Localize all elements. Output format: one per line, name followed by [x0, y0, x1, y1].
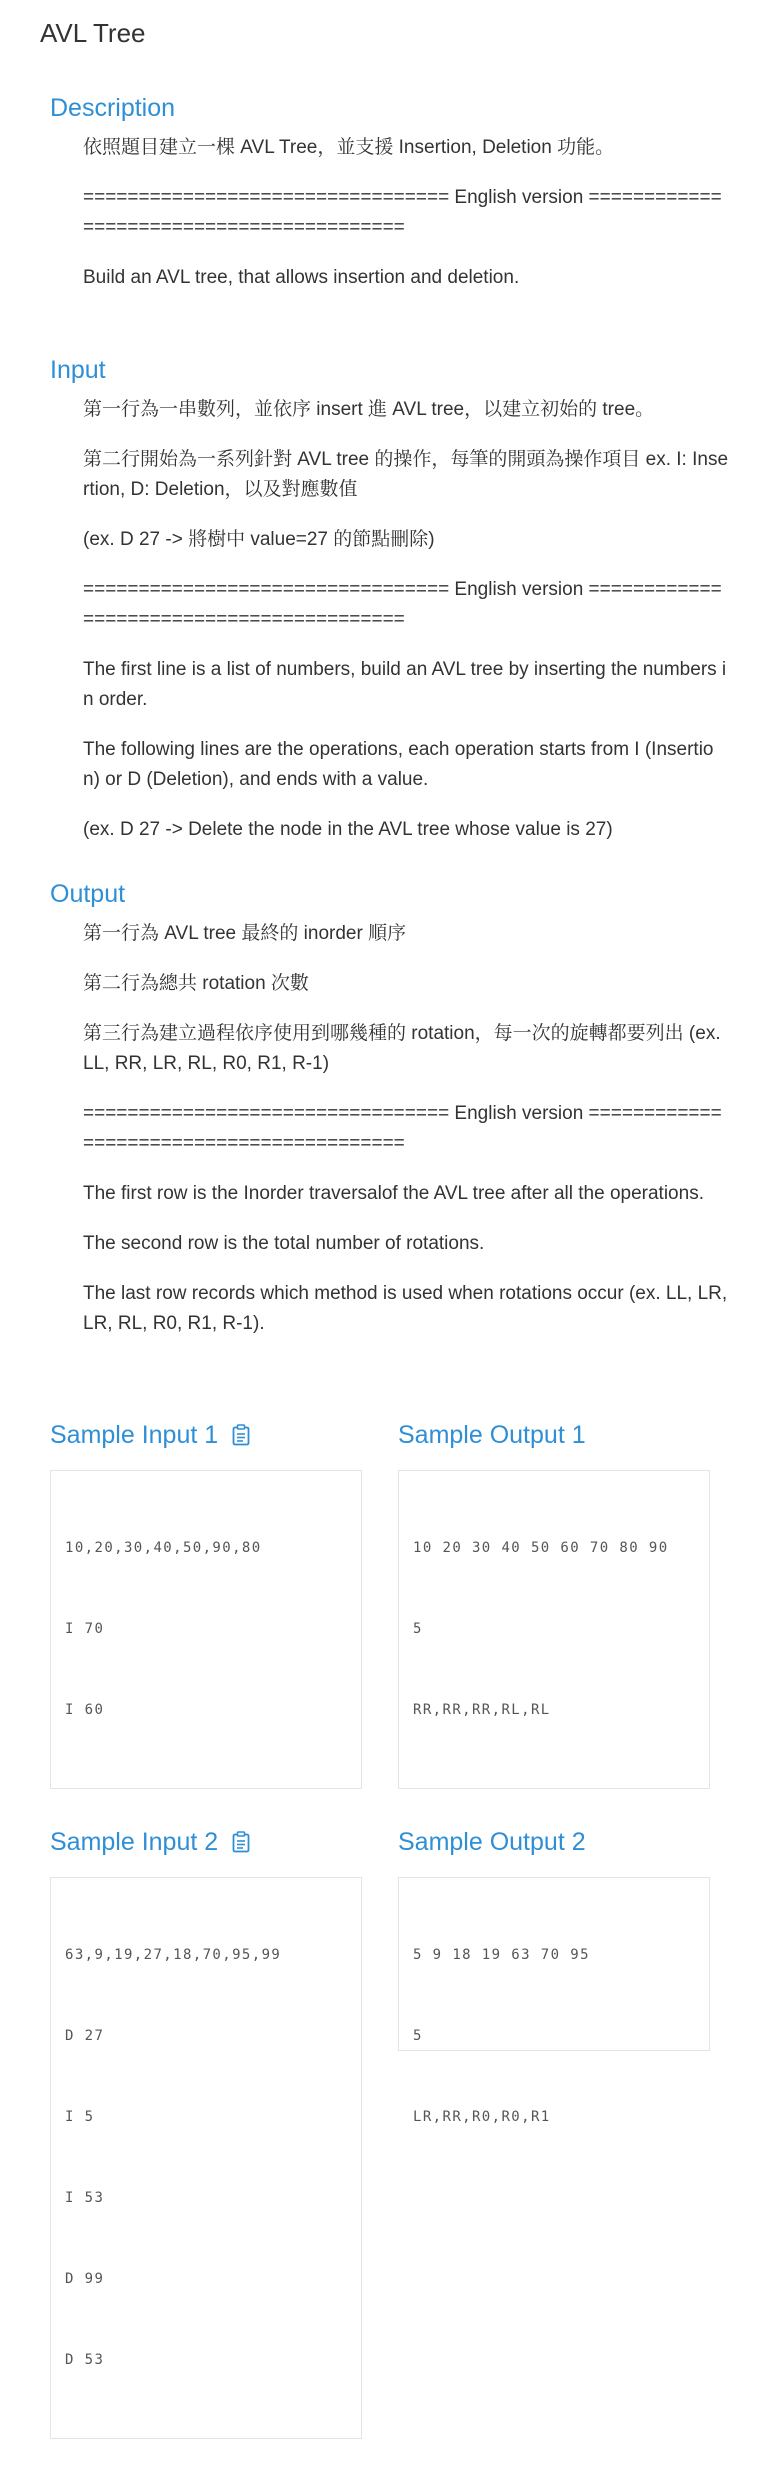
- sample-line: 63,9,19,27,18,70,95,99: [65, 1947, 282, 1963]
- input-paragraph: 第二行開始為一系列針對 AVL tree 的操作，每筆的開頭為操作項目 ex. I: Insertion, D: Deletion，以及對應數值: [83, 449, 729, 500]
- output-paragraph: The first row is the Inorder traversalof the AVL tree after all the operations.: [83, 1183, 704, 1204]
- sample-line: 5: [413, 2028, 423, 2044]
- sample-input-2-box: [50, 1877, 362, 2439]
- sample-output-2-box: [398, 1877, 710, 2125]
- sample-input-1-title: [50, 1418, 362, 1452]
- sample-output-1: [398, 1418, 710, 1789]
- sample-output-1-box: [398, 1470, 710, 1789]
- output-paragraph: 第二行為總共 rotation 次數: [83, 973, 309, 994]
- sample-line: D 53: [65, 2352, 105, 2368]
- output-heading: Output: [50, 880, 126, 908]
- input-paragraph: (ex. D 27 -> Delete the node in the AVL tree whose value is 27): [83, 819, 613, 840]
- output-divider: ================================= English version =========================================: [83, 1103, 722, 1154]
- clipboard-icon[interactable]: [232, 1424, 250, 1446]
- input-section: [50, 356, 730, 865]
- sample-line: I 53: [65, 2190, 105, 2206]
- description-divider: ================================= English version =========================================: [83, 187, 722, 238]
- output-paragraph: 第一行為 AVL tree 最終的 inorder 順序: [83, 923, 407, 944]
- sample-line: 10,20,30,40,50,90,80: [65, 1540, 262, 1556]
- sample-line: D 27: [65, 2028, 105, 2044]
- sample-input-1-title-text: Sample Input 1: [50, 1420, 219, 1449]
- description-paragraph: 依照題目建立一棵 AVL Tree，並支援 Insertion, Deletion 功能。: [83, 137, 615, 158]
- input-paragraph: 第一行為一串數列，並依序 insert 進 AVL tree，以建立初始的 tree。: [83, 399, 655, 420]
- sample-line: 5: [413, 1621, 423, 1637]
- input-paragraph: The following lines are the operations, each operation starts from I (Insertion) or D (Deletion), and ends with a value.: [83, 739, 714, 790]
- sample-input-2-title-text: Sample Input 2: [50, 1827, 219, 1856]
- input-heading: Input: [50, 356, 106, 384]
- description-heading: Description: [50, 94, 176, 122]
- output-section: [50, 880, 730, 1359]
- output-paragraph: The last row records which method is used when rotations occur (ex. LL, LR, LR, RL, R0, R1, R-1).: [83, 1283, 728, 1334]
- output-paragraph: 第三行為建立過程依序使用到哪幾種的 rotation，每一次的旋轉都要列出 (ex. LL, RR, LR, RL, R0, R1, R-1): [83, 1023, 721, 1074]
- sample-output-2-title: Sample Output 2: [398, 1827, 586, 1856]
- sample-line: RR,RR,RR,RL,RL: [413, 1702, 551, 1718]
- page-title: AVL Tree: [40, 18, 146, 48]
- input-paragraph: The first line is a list of numbers, build an AVL tree by inserting the numbers in order.: [83, 659, 727, 710]
- sample-line: 10 20 30 40 50 60 70 80 90: [413, 1540, 669, 1556]
- sample-line: 5 9 18 19 63 70 95: [413, 1947, 590, 1963]
- output-paragraph: The second row is the total number of rotations.: [83, 1233, 485, 1254]
- sample-line: D 99: [65, 2271, 105, 2287]
- sample-output-2: [398, 1825, 710, 2439]
- sample-input-2-title: [50, 1825, 362, 1859]
- clipboard-icon[interactable]: [232, 1831, 250, 1853]
- sample-line: I 60: [65, 1702, 105, 1718]
- sample-line: LR,RR,R0,R0,R1: [413, 2109, 551, 2125]
- description-body: [50, 133, 730, 293]
- input-paragraph: (ex. D 27 -> 將樹中 value=27 的節點刪除): [83, 529, 435, 550]
- sample-line: I 70: [65, 1621, 105, 1637]
- sample-input-2: [50, 1825, 362, 2439]
- description-section: [50, 94, 730, 313]
- input-body: [50, 395, 730, 845]
- output-body: [50, 919, 730, 1339]
- input-divider: ================================= English version =========================================: [83, 579, 722, 630]
- sample-input-1-box: [50, 1470, 362, 1789]
- sample-output-1-title: Sample Output 1: [398, 1420, 586, 1449]
- sample-row-1: [50, 1418, 710, 1789]
- description-paragraph: Build an AVL tree, that allows insertion and deletion.: [83, 267, 520, 288]
- samples-section: [50, 1418, 710, 2475]
- sample-line: I 5: [65, 2109, 95, 2125]
- sample-row-2: [50, 1825, 710, 2439]
- sample-input-1: [50, 1418, 362, 1789]
